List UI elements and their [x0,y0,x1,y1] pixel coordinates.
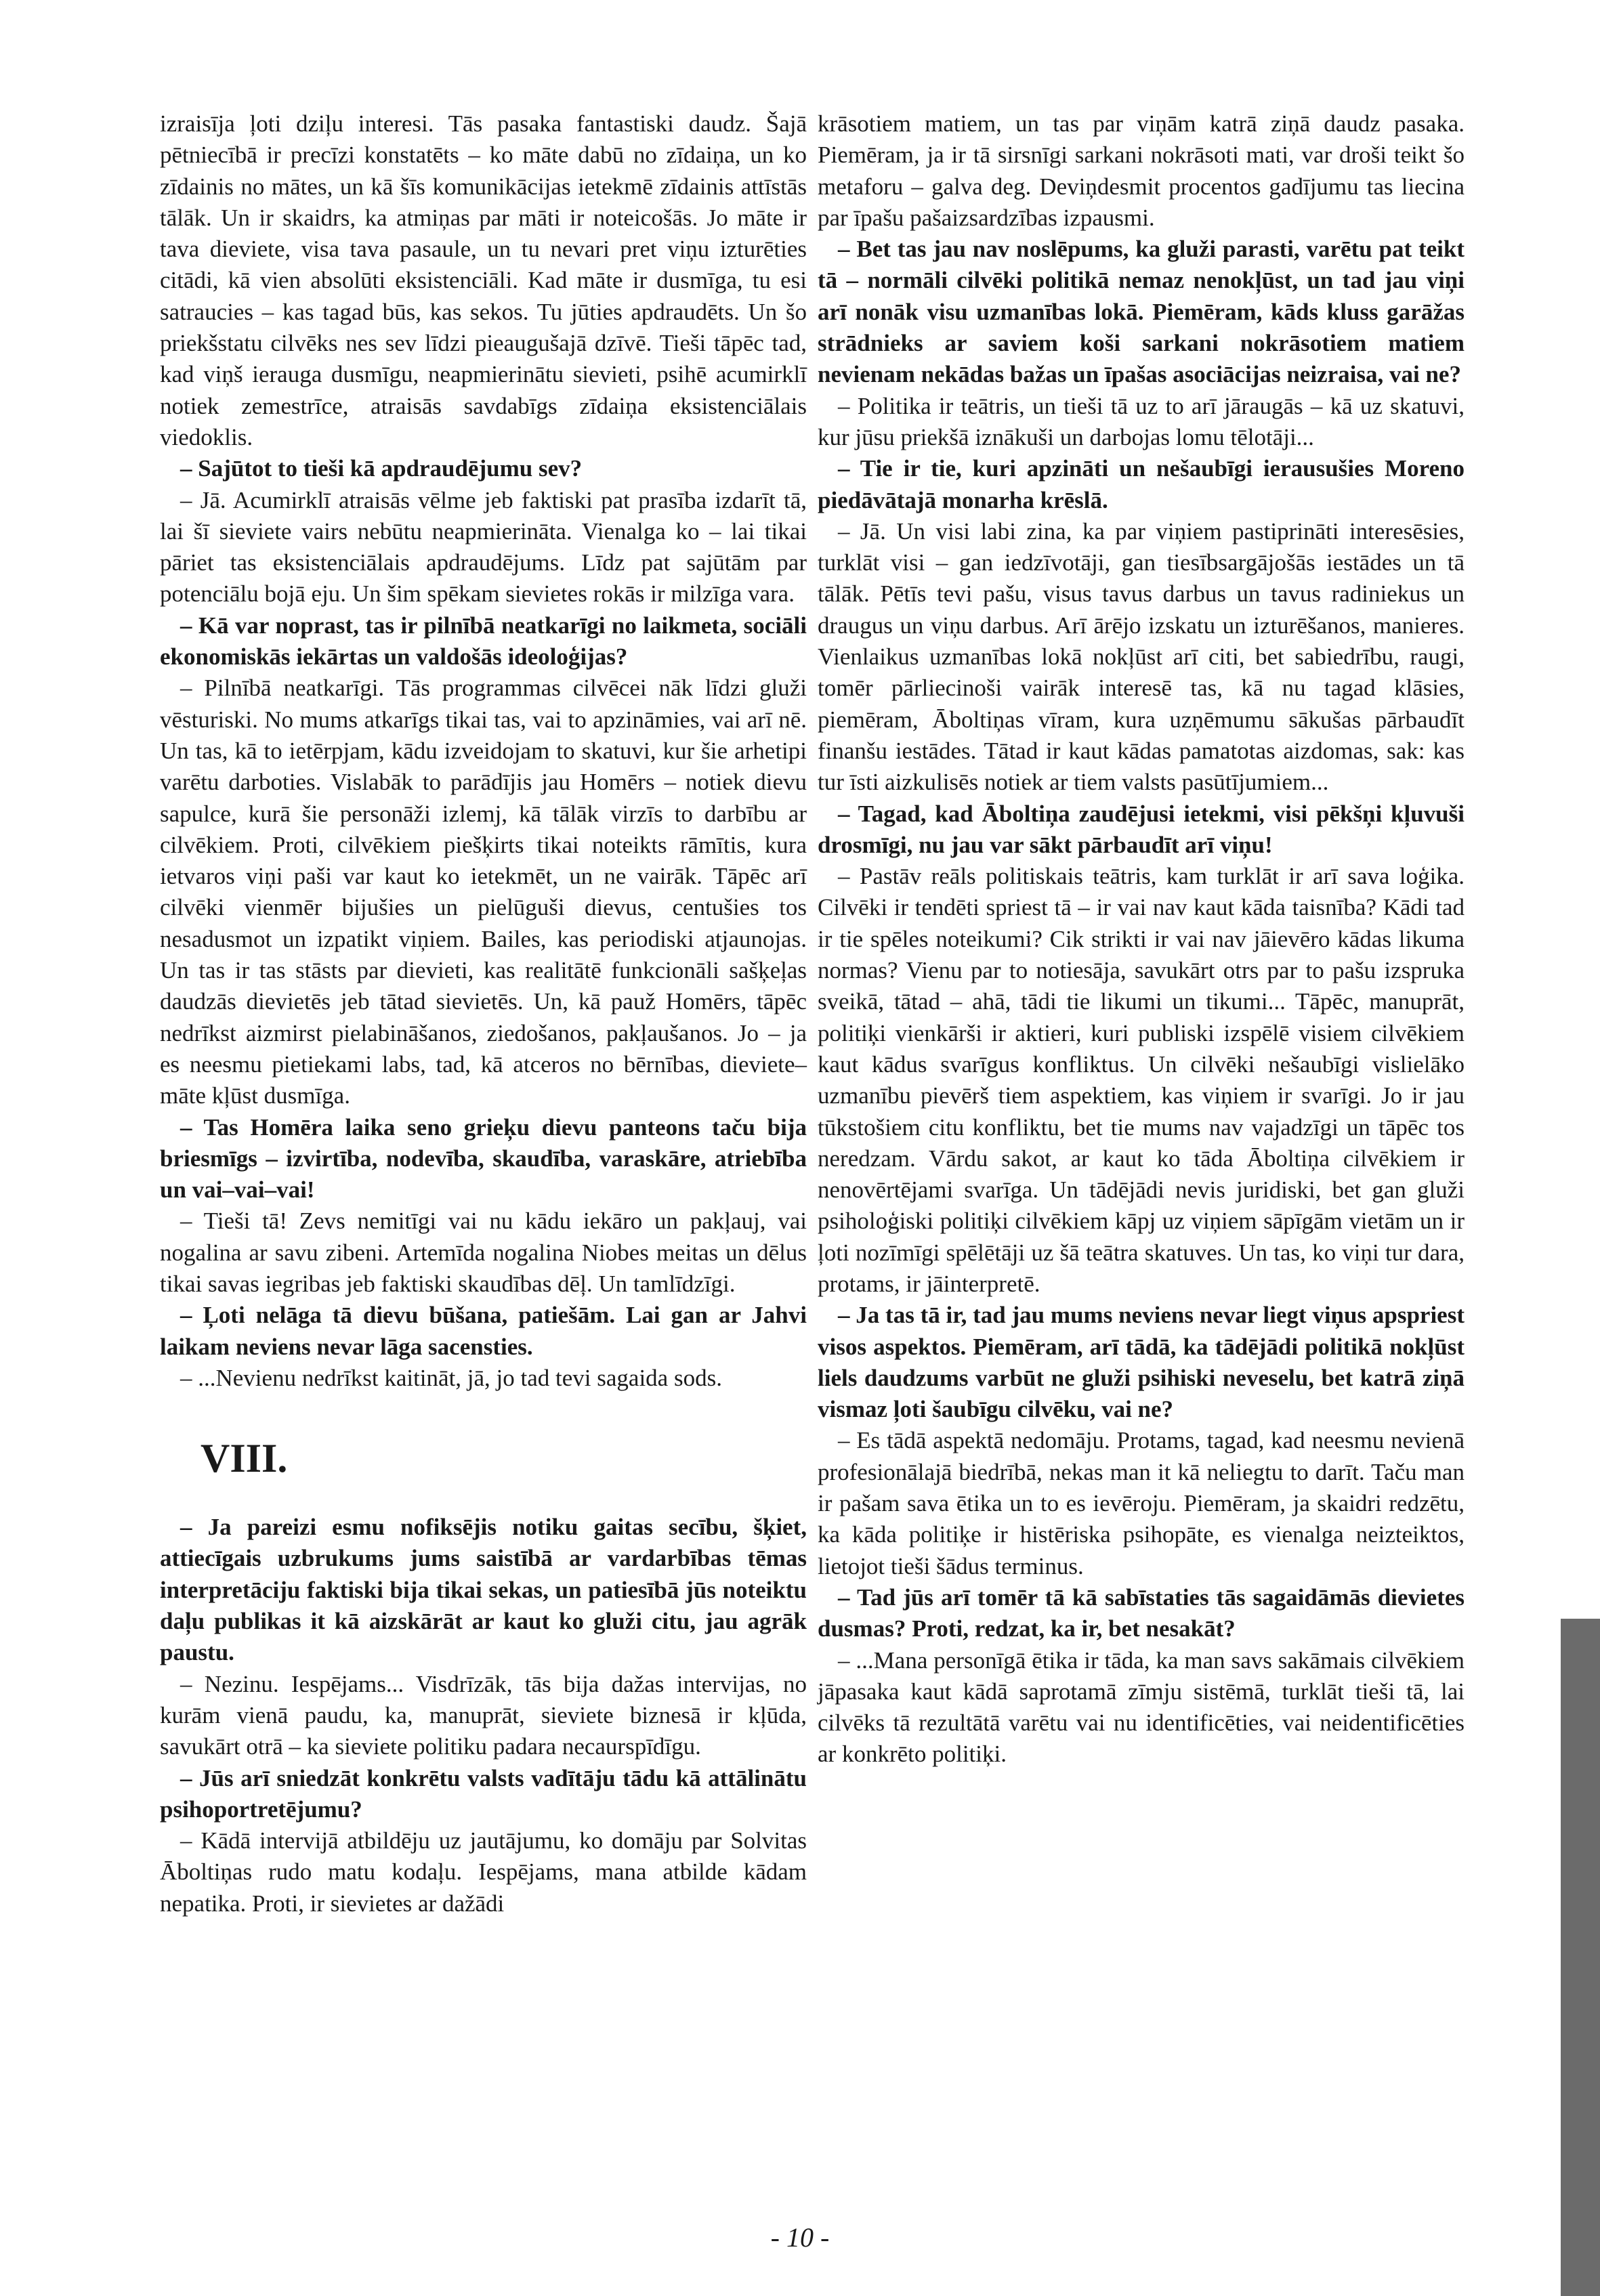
interview-question: – Tie ir tie, kuri apzināti un nešaubīgi ierausušies Moreno piedāvātajā monarha krēslā. [818,455,1465,513]
left-column [160,108,807,1919]
paragraph: izraisīja ļoti dziļu interesi. Tās pasaka fantastiski daudz. Šajā pētniecībā ir precīzi konstatēts – ko māte dabū no zīdaiņa, un ko zīdainis no mātes, un kā šīs komunikācijas ietekmē zīdainis attīstās tālāk. Un ir skaidrs, ka atmiņas par māti ir noteicošās. Jo māte ir tava dieviete, visa tava pasaule, un tu nevari pret viņu izturēties citādi, kā vien absolūti eksistenciāli. Kad māte ir dusmīga, tu esi satraucies – kas tagad būs, kas sekos. Tu jūties apdraudēts. Un šo priekšstatu cilvēks nes sev līdzi pieaugušajā dzīvē. Tieši tāpēc tad, kad viņš ierauga dusmīgu, neapmierinātu sievieti, psihē acumirklī notiek zemestrīce, atraisās savdabīgs zīdaiņa eksistenciālais viedoklis. [160,110,807,450]
interview-question: – Jūs arī sniedzāt konkrētu valsts vadītāju tādu kā attālinātu psihoportretējumu? [160,1764,807,1823]
interview-question: – Sajūtot to tieši kā apdraudējumu sev? [180,455,583,482]
interview-answer: – Pilnībā neatkarīgi. Tās programmas cilvēcei nāk līdzi gluži vēsturiski. No mums atkarīgs tikai tas, vai to apzināmies, vai arī nē. Un tas, kā to ietērpjam, kādu izveidojam to skatuvi, kur šie arhetipi varētu darboties. Vislabāk to parādījis jau Homērs – notiek dievu sapulce, kurā šie personāži izlemj, kā tālāk virzīs to darbību ar cilvēkiem. Proti, cilvēkiem piešķirts tikai noteikts rāmītis, kura ietvaros viņi paši var kaut ko ietekmēt, un ne vairāk. Tāpēc arī cilvēki vienmēr bijušies un pielūguši dievus, centušies tos nesadusmot un izpatikt viņiem. Bailes, kas periodiski atjaunojas. Un tas ir tas stāsts par dievieti, kas realitātē funkcionāli sašķeļas daudzās dievietēs jeb tātad sievietēs. Un, kā pauž Homērs, tāpēc nedrīkst aizmirst pielabināšanos, ziedošanos, pakļaušanos. Jo – ja es neesmu pietiekami labs, tad, kā atceros no bērnības, dieviete–māte kļūst dusmīga. [160,675,807,1109]
interview-answer: – Es tādā aspektā nedomāju. Protams, tagad, kad neesmu nevienā profesionālajā biedrībā, nekas man it kā neliegtu to darīt. Taču man ir pašam sava ētika un to es ievēroju. Piemēram, ja skaidri redzētu, ka kāda politiķe ir histēriska psihopāte, es vienalga neizteiktos, lietojot tieši šādus terminus. [818,1427,1465,1579]
interview-answer: – Kādā intervijā atbildēju uz jautājumu, ko domāju par Solvitas Āboltiņas rudo matu kodaļu. Iespējams, mana atbilde kādam nepatika. Proti, ir sievietes ar dažādi [160,1827,807,1917]
interview-answer: – Pastāv reāls politiskais teātris, kam turklāt ir arī sava loģika. Cilvēki ir tendēti spriest tā – ir vai nav kaut kāda taisnība? Kādi tad ir tie spēles noteikumi? Cik strikti ir vai nav jāievēro kādas likuma normas? Vienu par to notiesāja, savukārt otrs par to pašu izspruka sveikā, tātad – ahā, tādi tie likumi un tikumi... Tāpēc, manuprāt, politiķi vienkārši ir aktieri, kuri publiski izspēlē visiem cilvēkiem kaut kādus svarīgus konfliktus. Un cilvēki nešaubīgi vislielāko uzmanību pievērš tiem aspektiem, kas viņiem ir svarīgi. Jo ir jau tūkstošiem citu konfliktu, bet tie mums nav vajadzīgi un tāpēc tos neredzam. Vārdu sakot, ar kaut ko tāda Āboltiņa cilvēkiem ir nenovērtējami svarīga. Un tādējādi nevis juridiski, bet gan gluži psiholoģiski politiķi cilvēkiem kāpj uz viņiem sāpīgām vietām un ir ļoti nozīmīgi spēlētāji uz šā teātra skatuves. Un tas, ko viņi tur dara, protams, ir jāinterpretē. [818,863,1465,1297]
interview-answer: – ...Mana personīgā ētika ir tāda, ka man savs sakāmais cilvēkiem jāpasaka kaut kādā saprotamā zīmju sistēmā, turklāt tieši tā, lai cilvēks tā rezultātā varētu vai nu identificēties, vai neidentificēties ar konkrēto politiķi. [818,1646,1465,1768]
interview-question: – Ja pareizi esmu nofiksējis notiku gaitas secību, šķiet, attiecīgais uzbrukums jums saistībā ar vardarbības tēmas interpretāciju faktiski bija tikai sekas, un patiesībā jūs noteiktu daļu publikas it kā aizskārāt ar kaut ko gluži citu, jau agrāk paustu. [160,1514,807,1666]
interview-answer: – Politika ir teātris, un tieši tā uz to arī jāraugās – kā uz skatuvi, kur jūsu priekšā iznākuši un darbojas lomu tēlotāji... [818,392,1465,450]
page-edge-tab [1561,1619,1600,2296]
interview-answer: – Nezinu. Iespējams... Visdrīzāk, tās bija dažas intervijas, no kurām vienā paudu, ka, manuprāt, sieviete biznesā ir kļūda, savukārt otrā – ka sieviete politiku padara necaurspīdīgu. [160,1670,807,1760]
interview-question: – Tas Homēra laika seno grieķu dievu panteons taču bija briesmīgs – izvirtība, nodevība, skaudība, varaskāre, atriebība un vai–vai–vai! [160,1113,807,1204]
paragraph: krāsotiem matiem, un tas par viņām katrā ziņā daudz pasaka. Piemēram, ja ir tā sirsnīgi sarkani nokrāsoti mati, var droši teikt šo metaforu – galva deg. Deviņdesmit procentos gadījumu tas liecina par īpašu pašaizsardzības izpausmi. [818,110,1465,231]
interview-question: – Ja tas tā ir, tad jau mums neviens nevar liegt viņus apspriest visos aspektos. Piemēram, arī tādā, ka tādējādi politikā nokļūst liels daudzums varbūt ne gluži psihiski neveselu, bet katrā ziņā vismaz ļoti šaubīgu cilvēku, vai ne? [818,1302,1465,1423]
interview-answer: – Jā. Acumirklī atraisās vēlme jeb faktiski pat prasība izdarīt tā, lai šī sieviete vairs nebūtu neapmierināta. Vienalga ko – lai tikai pāriet tas eksistenciālais apdraudējums. Līdz pat sajūtām par potenciālu bojā eju. Un šim spēkam sievietes rokās ir milzīga vara. [160,486,807,608]
interview-question: – Kā var noprast, tas ir pilnībā neatkarīgi no laikmeta, sociāli ekonomiskās iekārtas un valdošās ideoloģijas? [160,612,807,671]
interview-answer: – ...Nevienu nedrīkst kaitināt, jā, jo tad tevi sagaida sods. [180,1364,722,1391]
interview-question: – Bet tas jau nav noslēpums, ka gluži parasti, varētu pat teikt tā – normāli cilvēki politikā nemaz nenokļūst, un tad jau viņi arī nonāk visu uzmanības lokā. Piemēram, kāds kluss garāžas strādnieks ar saviem koši sarkani nokrāsotiem matiem nevienam nekādas bažas un īpašas asociācijas neizraisa, vai ne? [818,236,1465,388]
interview-question: – Tad jūs arī tomēr tā kā sabīstaties tās sagaidāmās dievietes dusmas? Proti, redzat, ka ir, bet nesakāt? [818,1583,1465,1642]
interview-answer: – Tieši tā! Zevs nemitīgi vai nu kādu iekāro un pakļauj, vai nogalina ar savu zibeni. Artemīda nogalina Niobes meitas un dēlus tikai savas iegribas jeb faktiski skaudības dēļ. Un tamlīdzīgi. [160,1208,807,1297]
interview-answer: – Jā. Un visi labi zina, ka par viņiem pastiprināti interesēsies, turklāt visi – gan iedzīvotāji, gan tiesībsargājošās iestādes un tā tālāk. Pētīs tevi pašu, visus tavus darbus un tavus radiniekus un draugus un viņu darbus. Arī ārējo izskatu un izturēšanos, manieres. Vienlaikus uzmanības lokā nokļūst arī citi, bet sabiedrību, raugi, tomēr pārliecinoši vairāk interesē tas, kā nu tagad klāsies, piemēram, Āboltiņas vīram, kura uzņēmumu sākušas pārbaudīt finanšu iestādes. Tātad ir kaut kādas pamatotas aizdomas, sak: kas tur īsti aizkulisēs notiek ar tiem valsts pasūtījumiem... [818,517,1465,796]
interview-question: – Tagad, kad Āboltiņa zaudējusi ietekmi, visi pēkšņi kļuvuši drosmīgi, nu jau var sākt pārbaudīt arī viņu! [818,800,1465,858]
section-heading: VIII. [201,1436,288,1481]
interview-question: – Ļoti nelāga tā dievu būšana, patiešām. Lai gan ar Jahvi laikam neviens nevar lāga sacensties. [160,1302,807,1360]
right-column [818,108,1465,1770]
page-number: - 10 - [770,2222,830,2253]
